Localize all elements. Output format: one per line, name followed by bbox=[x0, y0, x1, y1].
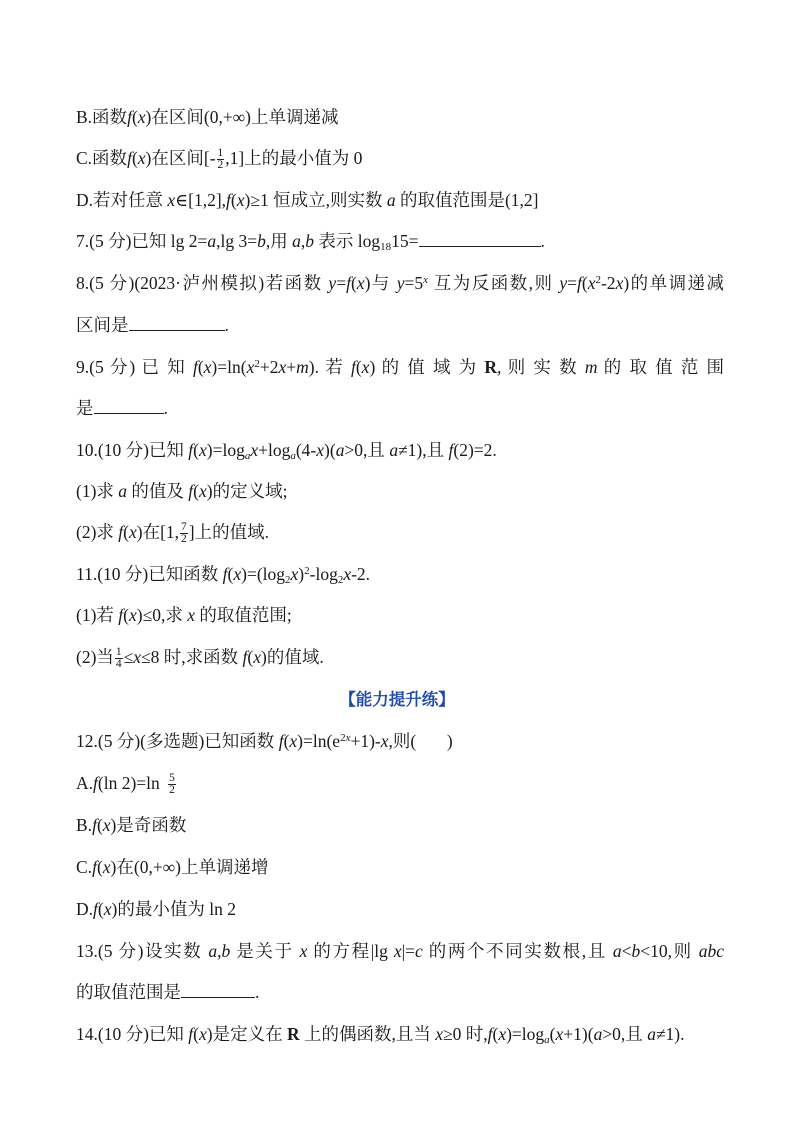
option-c: C.函数f(x)在区间[- $\frac{1}{2}$ ,1]上的最小值为 0 bbox=[76, 147, 363, 172]
question-8-line-2: 区间是 . bbox=[76, 315, 229, 335]
answer-blank[interactable] bbox=[129, 314, 225, 331]
question-10-part-2: (2)求 f(x)在[1, $\frac{7}{2}$ ]上的值域. bbox=[76, 521, 269, 546]
question-13-line-1: 13.(5 分)设实数 a,b 是关于 x 的方程|lg x|=c 的两个不同实数根,且 a<b<10,则 abc bbox=[76, 941, 725, 961]
fraction: $\frac{1}{4}$ bbox=[115, 646, 122, 671]
option-d: D.若对任意 x∈[1,2],f(x)≥1 恒成立,则实数 a 的取值范围是(1,2] bbox=[76, 190, 539, 210]
fraction: $\frac{7}{2}$ bbox=[181, 521, 187, 546]
answer-blank[interactable] bbox=[94, 397, 164, 414]
question-10: 10.(10 分)已知 $f(x)=\log_ax+\log_a(4-x)(a>0$,且 a≠1),且 f(2)=2. bbox=[76, 440, 497, 462]
section-heading: 【能力提升练】 bbox=[339, 691, 455, 709]
question-13-line-2: 的取值范围是 . bbox=[76, 982, 260, 1002]
option-b: B.函数f(x)在区间(0,+∞)上单调递减 bbox=[76, 107, 339, 127]
fraction: $\frac{1}{2}$ bbox=[217, 147, 224, 172]
question-9-line-1: 9.(5 分) 已 知 $f(x)=\ln(x^2+2x+m)$. 若 f(x) 的 值 域 为 R, 则 实 数 m 的 取 值 范 围 bbox=[76, 357, 725, 377]
question-11-part-2: (2)当 $\frac{1}{4}$ ≤x≤8 时,求函数 f(x)的值域. bbox=[76, 646, 324, 671]
question-14: 14.(10 分)已知 f(x)是定义在 R 上的偶函数,且当 x≥0 时$,f(x)=\log_a(x+1)(a>0$,且 a≠1). bbox=[76, 1024, 685, 1046]
fraction: $\frac{5}{2}$ bbox=[169, 772, 175, 797]
question-11-part-1: (1)若 f(x)≤0,求 x 的取值范围; bbox=[76, 605, 292, 625]
question-11: 11.(10 分)已知函数 $f(x)=(\log_2x)^2-\log_2x-2$. bbox=[76, 564, 371, 586]
option-b-2: B.f(x)是奇函数 bbox=[76, 815, 187, 835]
question-9-line-2: 是 . bbox=[76, 398, 168, 418]
answer-blank[interactable] bbox=[419, 230, 541, 247]
answer-blank[interactable] bbox=[181, 981, 255, 998]
question-10-part-1: (1)求 a 的值及 f(x)的定义域; bbox=[76, 481, 288, 501]
option-a: A.f(ln 2)=ln $\frac{5}{2}$ bbox=[76, 772, 175, 797]
option-d-2: D.f(x)的最小值为 ln 2 bbox=[76, 899, 236, 919]
question-8-line-1: 8.(5 分)(2023·泸州模拟)若函数 y=f(x)与 $y=5^x$ 互为反函数,则 $y=f(x^2-2x)$的单调递减 bbox=[76, 273, 725, 293]
question-7: 7.(5 分)已知 lg 2=a,lg 3=b,用 a,b 表示 $\log_{18}15=$ . bbox=[76, 231, 545, 253]
option-c-2: C.f(x)在(0,+∞)上单调递增 bbox=[76, 857, 269, 877]
question-12: 12.(5 分)(多选题)已知函数 $f(x)=\ln(e^{2x}+1)-x$,则( ) bbox=[76, 731, 453, 751]
